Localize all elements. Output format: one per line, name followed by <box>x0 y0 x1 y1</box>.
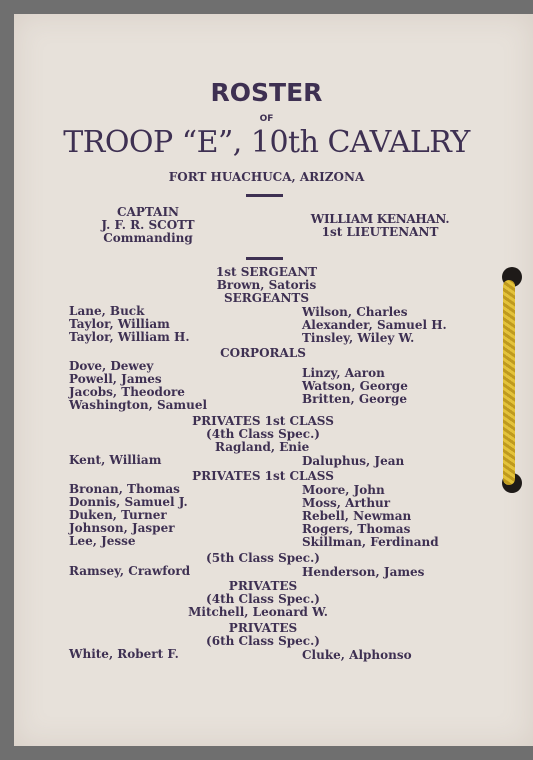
private-first-right-2: Moss, Arthur <box>302 496 391 510</box>
lieutenant-name: WILLIAM KENAHAN. <box>310 212 450 226</box>
captain-role: Commanding <box>103 231 193 245</box>
sergeant-left-3: Taylor, William H. <box>69 330 190 344</box>
privates-spec6-right: Cluke, Alphonso <box>302 648 412 662</box>
private-first-left-2: Donnis, Samuel J. <box>69 495 188 509</box>
spec5-sub: (5th Class Spec.) <box>206 551 320 565</box>
private-first-left-5: Lee, Jesse <box>69 534 136 548</box>
corporal-right-3: Britten, George <box>302 392 408 406</box>
lieutenant-role: 1st LIEUTENANT <box>321 225 439 239</box>
privates-first-heading: PRIVATES 1st CLASS <box>192 469 334 483</box>
captain-name: J. F. R. SCOTT <box>101 218 195 232</box>
captain-title: CAPTAIN <box>116 205 180 219</box>
sergeant-right-1: Wilson, Charles <box>302 305 408 319</box>
private-first-left-4: Johnson, Jasper <box>69 521 175 535</box>
privates-spec4-sub: (4th Class Spec.) <box>206 592 320 606</box>
privates-first-spec4-right: Daluphus, Jean <box>302 454 405 468</box>
first-sergeant-heading: 1st SERGEANT <box>215 265 318 279</box>
privates-spec6-sub: (6th Class Spec.) <box>206 634 320 648</box>
private-first-right-5: Skillman, Ferdinand <box>302 535 439 549</box>
sergeant-left-2: Taylor, William <box>69 317 170 331</box>
private-first-right-4: Rogers, Thomas <box>302 522 411 536</box>
corporal-left-4: Washington, Samuel <box>69 398 208 412</box>
divider-top <box>246 194 283 197</box>
sergeant-left-1: Lane, Buck <box>69 304 145 318</box>
private-first-left-3: Duken, Turner <box>69 508 167 522</box>
privates-first-spec4-heading: PRIVATES 1st CLASS <box>192 414 334 428</box>
corporal-left-3: Jacobs, Theodore <box>69 385 185 399</box>
corporal-right-1: Linzy, Aaron <box>302 366 385 380</box>
corporal-left-1: Dove, Dewey <box>69 359 154 373</box>
troop-title: TROOP “E”, 10th CAVALRY <box>63 125 470 160</box>
roster-title: ROSTER <box>210 78 323 107</box>
privates-spec6-left: White, Robert F. <box>69 647 179 661</box>
sergeant-right-2: Alexander, Samuel H. <box>302 318 447 332</box>
first-sergeant-name: Brown, Satoris <box>216 278 317 292</box>
divider-middle <box>246 257 283 260</box>
private-first-right-3: Rebell, Newman <box>302 509 412 523</box>
sergeants-heading: SERGEANTS <box>223 291 310 305</box>
privates-first-spec4-center: Ragland, Enie <box>215 440 310 454</box>
private-first-right-1: Moore, John <box>302 483 385 497</box>
corporal-right-2: Watson, George <box>302 379 408 393</box>
corporal-left-2: Powell, James <box>69 372 162 386</box>
privates-first-spec4-left: Kent, William <box>69 453 162 467</box>
location: FORT HUACHUCA, ARIZONA <box>168 170 365 184</box>
sergeant-right-3: Tinsley, Wiley W. <box>302 331 415 345</box>
privates-spec6-heading: PRIVATES <box>228 621 298 635</box>
binding-cord <box>503 280 515 485</box>
privates-spec4-heading: PRIVATES <box>228 579 298 593</box>
privates-spec4-center: Mitchell, Leonard W. <box>188 605 328 619</box>
of-label: OF <box>259 114 274 124</box>
spec5-left: Ramsey, Crawford <box>69 564 191 578</box>
private-first-left-1: Bronan, Thomas <box>69 482 180 496</box>
privates-first-spec4-sub: (4th Class Spec.) <box>206 427 320 441</box>
corporals-heading: CORPORALS <box>220 346 306 360</box>
spec5-right: Henderson, James <box>302 565 425 579</box>
